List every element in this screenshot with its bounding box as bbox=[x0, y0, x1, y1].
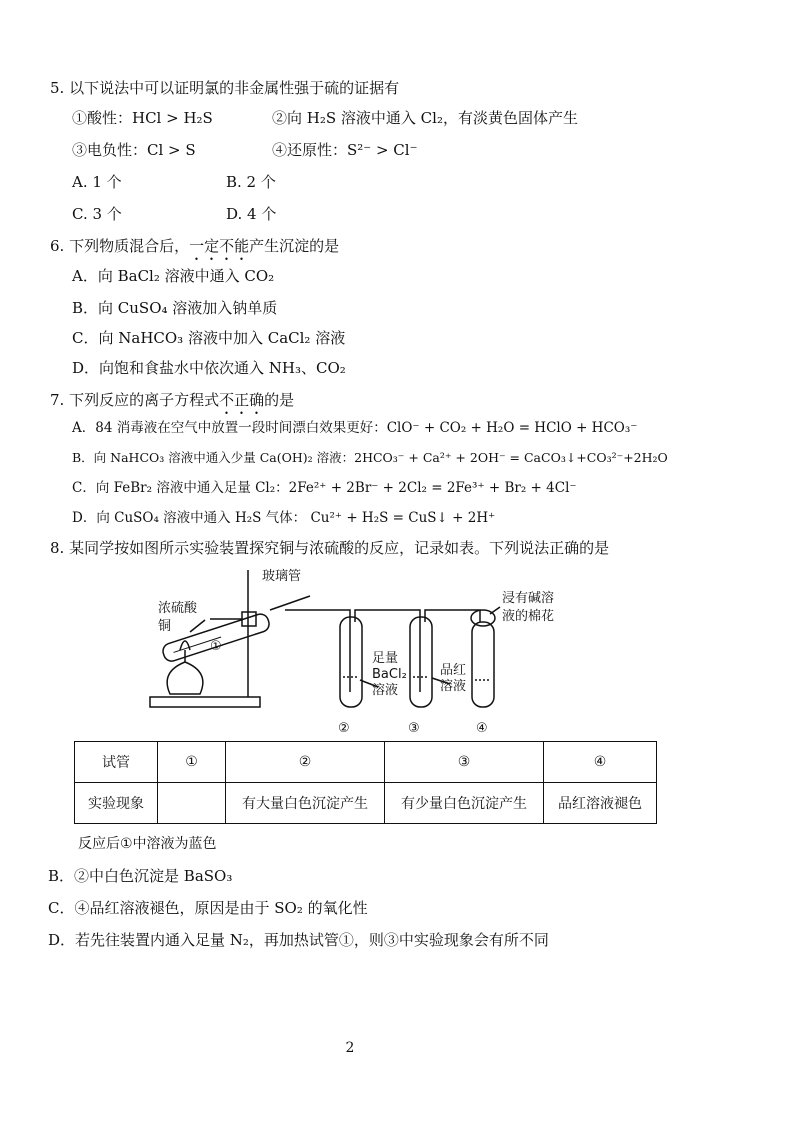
q5-item-1: ①酸性：HCl > H₂S bbox=[72, 109, 213, 127]
table-cell: 有少量白色沉淀产生 bbox=[385, 783, 544, 824]
q7-stem bbox=[50, 390, 294, 418]
q7-option-a: A．84 消毒液在空气中放置一段时间漂白效果更好：ClO⁻ + CO₂ + H₂O = HClO + HCO₃⁻ bbox=[72, 420, 638, 436]
q6-stem-pre: 6. 下列物质混合后， bbox=[50, 237, 190, 255]
page-number: 2 bbox=[345, 1040, 355, 1056]
q5-option-c: C. 3 个 bbox=[72, 205, 122, 223]
table-cell: 实验现象 bbox=[75, 783, 158, 824]
table-cell: ④ bbox=[544, 742, 657, 783]
table-row bbox=[75, 742, 657, 783]
table-cell: 试管 bbox=[75, 742, 158, 783]
q5-option-b: B. 2 个 bbox=[226, 173, 276, 191]
label-bacl2-line1: 足量 bbox=[372, 651, 399, 666]
q7-stem-post: 的是 bbox=[264, 391, 295, 409]
label-bacl2-line2: BaCl₂ bbox=[372, 667, 407, 682]
table-cell: ③ bbox=[385, 742, 544, 783]
results-table bbox=[74, 741, 657, 824]
label-bacl2-line3: 溶液 bbox=[372, 683, 399, 698]
q5-item-3: ③电负性：Cl > S bbox=[72, 141, 196, 159]
stand-base bbox=[150, 697, 260, 707]
label-copper: 铜 bbox=[158, 619, 172, 634]
table-cell: ② bbox=[226, 742, 385, 783]
table-cell: ① bbox=[158, 742, 226, 783]
q5-option-a: A. 1 个 bbox=[72, 173, 122, 191]
q6-option-a: A．向 BaCl₂ 溶液中通入 CO₂ bbox=[72, 267, 275, 285]
q7-stem-emphasis: 不正确 bbox=[219, 391, 265, 409]
q6-option-b: B．向 CuSO₄ 溶液加入钠单质 bbox=[72, 299, 278, 317]
label-tube-2-number: ② bbox=[338, 721, 350, 736]
glass-tube-out bbox=[270, 596, 310, 610]
apparatus-diagram bbox=[110, 562, 630, 742]
q6-stem bbox=[50, 236, 339, 264]
q8-stem: 8. 某同学按如图所示实验装置探究铜与浓硫酸的反应，记录如表。下列说法正确的是 bbox=[50, 539, 610, 557]
test-tube-2 bbox=[340, 617, 362, 707]
q6-option-d: D．向饱和食盐水中依次通入 NH₃、CO₂ bbox=[72, 359, 346, 377]
label-cotton-line2: 液的棉花 bbox=[502, 609, 555, 624]
test-tube-4 bbox=[472, 622, 494, 707]
q6-option-c: C．向 NaHCO₃ 溶液中加入 CaCl₂ 溶液 bbox=[72, 329, 346, 347]
table-cell bbox=[158, 783, 226, 824]
label-conc-acid: 浓硫酸 bbox=[158, 601, 198, 616]
q7-stem-pre: 7. 下列反应的离子方程式 bbox=[50, 391, 220, 409]
label-pinred-line1: 品红 bbox=[440, 663, 467, 678]
table-cell: 有大量白色沉淀产生 bbox=[226, 783, 385, 824]
test-tube-3 bbox=[410, 617, 432, 707]
label-glass-tube: 玻璃管 bbox=[262, 569, 302, 584]
label-tube-4-number: ④ bbox=[476, 721, 488, 736]
q7-option-b: B．向 NaHCO₃ 溶液中通入少量 Ca(OH)₂ 溶液：2HCO₃⁻ + Ca²⁺ + 2OH⁻ = CaCO₃↓+CO₃²⁻+2H₂O bbox=[72, 450, 668, 465]
q8-option-b: B．②中白色沉淀是 BaSO₃ bbox=[48, 867, 233, 885]
q8-option-c: C．④品红溶液褪色，原因是由于 SO₂ 的氧化性 bbox=[48, 899, 368, 917]
q7-option-c: C．向 FeBr₂ 溶液中通入足量 Cl₂：2Fe²⁺ + 2Br⁻ + 2Cl₂ = 2Fe³⁺ + Br₂ + 4Cl⁻ bbox=[72, 480, 577, 496]
q6-stem-emphasis: 一定不能 bbox=[189, 237, 250, 255]
q5-item-4: ④还原性：S²⁻ > Cl⁻ bbox=[272, 141, 418, 159]
label-tube-1-number: ① bbox=[210, 639, 222, 654]
q5-option-d: D. 4 个 bbox=[226, 205, 277, 223]
label-pinred-line2: 溶液 bbox=[440, 679, 467, 694]
table-cell: 品红溶液褪色 bbox=[544, 783, 657, 824]
label-cotton-line1: 浸有碱溶 bbox=[502, 591, 555, 606]
q6-stem-post: 产生沉淀的是 bbox=[249, 237, 340, 255]
q8-note: 反应后①中溶液为蓝色 bbox=[78, 836, 217, 852]
q5-stem: 5. 以下说法中可以证明氯的非金属性强于硫的证据有 bbox=[50, 79, 400, 97]
label-tube-3-number: ③ bbox=[408, 721, 420, 736]
table-row bbox=[75, 783, 657, 824]
q7-option-d: D．向 CuSO₄ 溶液中通入 H₂S 气体： Cu²⁺ + H₂S = CuS↓ + 2H⁺ bbox=[72, 510, 496, 526]
alcohol-burner bbox=[167, 662, 203, 694]
q8-option-d: D．若先往装置内通入足量 N₂，再加热试管①，则③中实验现象会有所不同 bbox=[48, 931, 549, 949]
q5-item-2: ②向 H₂S 溶液中通入 Cl₂，有淡黄色固体产生 bbox=[272, 109, 578, 127]
